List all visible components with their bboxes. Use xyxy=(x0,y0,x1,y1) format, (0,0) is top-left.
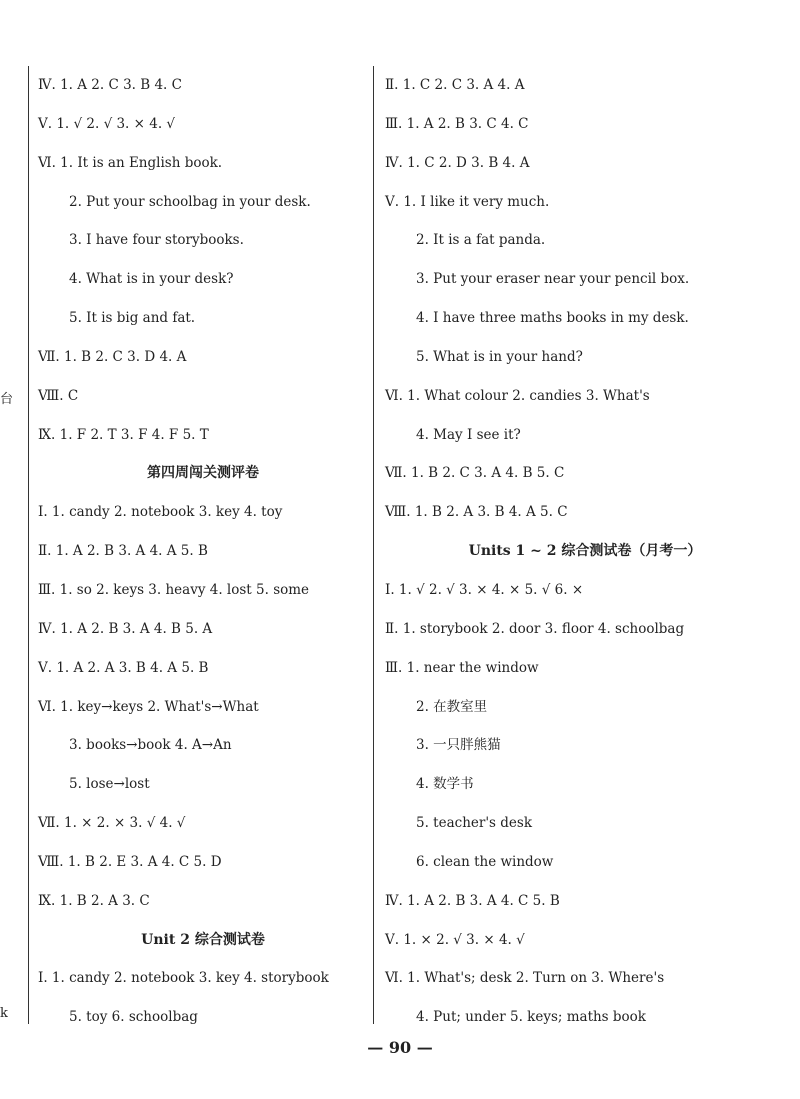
left-divider-line xyxy=(28,66,29,1024)
right-answer-line: 3. Put your eraser near your pencil box. xyxy=(416,271,690,288)
left-answer-line: 4. What is in your desk? xyxy=(69,271,234,288)
left-answer-line: Ⅷ. C xyxy=(38,387,79,404)
right-answer-column xyxy=(385,66,785,1037)
left-answer-line: Ⅳ. 1. A 2. C 3. B 4. C xyxy=(38,77,182,93)
right-answer-line: 6. clean the window xyxy=(416,853,554,870)
left-answer-line: Ⅶ. 1. × 2. × 3. √ 4. √ xyxy=(38,815,186,832)
right-answer-line: Ⅳ. 1. A 2. B 3. A 4. C 5. B xyxy=(385,892,560,909)
right-answer-line: 4. Put; under 5. keys; maths book xyxy=(416,1009,646,1026)
left-answer-line: Ⅵ. 1. It is an English book. xyxy=(38,154,223,171)
left-answer-line: Ⅲ. 1. so 2. keys 3. heavy 4. lost 5. some xyxy=(38,581,310,598)
edge-fragment-top: 台 xyxy=(0,392,14,407)
left-answer-line: 5. lose→lost xyxy=(69,776,150,793)
right-answer-line: Ⅲ. 1. near the window xyxy=(385,659,539,676)
left-answer-line: 2. Put your schoolbag in your desk. xyxy=(69,193,311,210)
left-answer-line: 3. books→book 4. A→An xyxy=(69,737,232,754)
right-answer-line: 5. What is in your hand? xyxy=(416,348,583,365)
page-number: — 90 — xyxy=(367,1038,433,1057)
left-answer-line: Ⅴ. 1. A 2. A 3. B 4. A 5. B xyxy=(38,659,209,676)
left-answer-line: 5. toy 6. schoolbag xyxy=(69,1009,198,1026)
right-answer-line: 2. 在教室里 xyxy=(416,698,488,715)
left-answer-line: 3. I have four storybooks. xyxy=(69,232,244,249)
edge-fragment-bottom: k xyxy=(0,1006,8,1021)
right-answer-line: Ⅶ. 1. B 2. C 3. A 4. B 5. C xyxy=(385,465,565,482)
left-answer-line: Ⅳ. 1. A 2. B 3. A 4. B 5. A xyxy=(38,620,213,637)
right-answer-line: 4. May I see it? xyxy=(416,426,521,443)
right-answer-line: Ⅷ. 1. B 2. A 3. B 4. A 5. C xyxy=(385,504,568,521)
right-answer-line: Ⅴ. 1. I like it very much. xyxy=(385,193,550,210)
right-answer-line: Ⅱ. 1. storybook 2. door 3. floor 4. schoolbag xyxy=(385,620,685,637)
left-answer-line: Ⅷ. 1. B 2. E 3. A 4. C 5. D xyxy=(38,853,222,870)
left-answer-line: 5. It is big and fat. xyxy=(69,310,196,327)
right-answer-line: 3. 一只胖熊猫 xyxy=(416,737,501,754)
right-answer-line: Ⅵ. 1. What's; desk 2. Turn on 3. Where's xyxy=(385,970,665,987)
right-answer-line: Ⅴ. 1. × 2. √ 3. × 4. √ xyxy=(385,931,525,948)
right-answer-line: 4. 数学书 xyxy=(416,776,474,793)
right-answer-line: Ⅰ. 1. √ 2. √ 3. × 4. × 5. √ 6. × xyxy=(385,581,584,598)
right-answer-line: Ⅳ. 1. C 2. D 3. B 4. A xyxy=(385,154,530,171)
left-answer-line: Ⅸ. 1. B 2. A 3. C xyxy=(38,892,150,909)
center-divider-line xyxy=(373,66,374,1024)
left-answer-column xyxy=(38,66,368,1037)
right-answer-line: 4. I have three maths books in my desk. xyxy=(416,310,689,327)
right-section-heading: Units 1 ~ 2 综合测试卷（月考一） xyxy=(468,543,702,560)
left-answer-line: Ⅵ. 1. key→keys 2. What's→What xyxy=(38,698,259,715)
left-answer-line: Ⅴ. 1. √ 2. √ 3. × 4. √ xyxy=(38,115,176,132)
right-answer-line: 5. teacher's desk xyxy=(416,815,533,832)
left-section-heading: Unit 2 综合测试卷 xyxy=(141,931,265,948)
left-answer-line: Ⅸ. 1. F 2. T 3. F 4. F 5. T xyxy=(38,426,209,443)
left-answer-line: Ⅶ. 1. B 2. C 3. D 4. A xyxy=(38,348,187,365)
left-answer-line: Ⅱ. 1. A 2. B 3. A 4. A 5. B xyxy=(38,543,208,560)
left-answer-line: Ⅰ. 1. candy 2. notebook 3. key 4. storybook xyxy=(38,970,329,987)
left-section-heading: 第四周闯关测评卷 xyxy=(147,465,259,482)
right-answer-line: Ⅱ. 1. C 2. C 3. A 4. A xyxy=(385,77,525,93)
left-answer-line: Ⅰ. 1. candy 2. notebook 3. key 4. toy xyxy=(38,504,283,521)
right-answer-line: Ⅵ. 1. What colour 2. candies 3. What's xyxy=(385,387,650,404)
right-answer-line: Ⅲ. 1. A 2. B 3. C 4. C xyxy=(385,115,529,132)
right-answer-line: 2. It is a fat panda. xyxy=(416,232,546,249)
